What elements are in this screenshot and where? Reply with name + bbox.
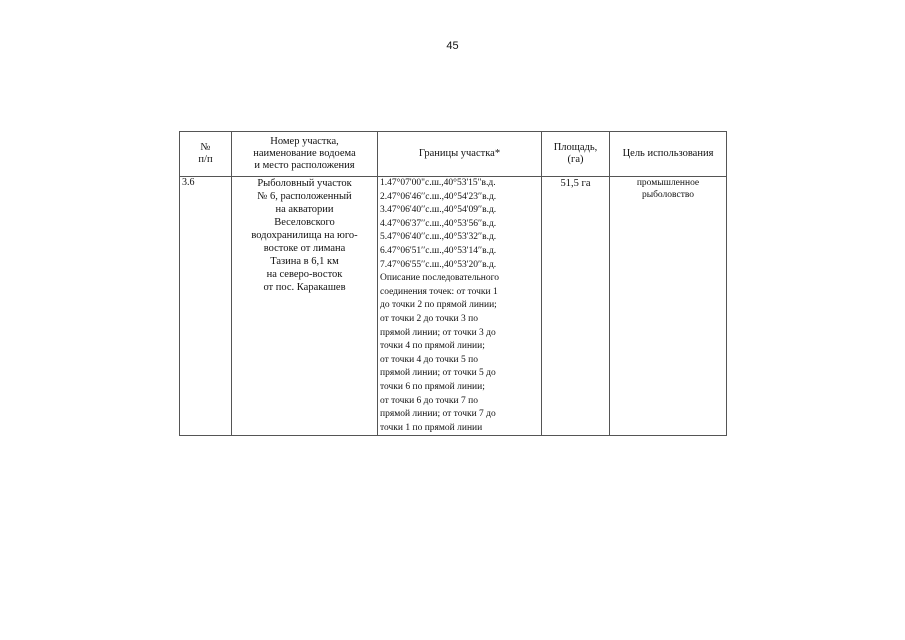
description-line: от точки 6 до точки 7 по <box>380 395 478 406</box>
description-line: соединения точек: от точки 1 <box>380 286 498 297</box>
name-line: водохранилища на юго- <box>251 230 358 241</box>
table-header-row <box>180 132 727 177</box>
purpose-line: рыболовство <box>641 190 695 200</box>
header-area-line: (га) <box>567 154 584 165</box>
description-line: от точки 4 до точки 5 по <box>380 354 478 365</box>
coordinate-line: 1.47°07'00"с.ш.,40°53'15"в.д. <box>380 178 496 188</box>
coordinate-line: 3.47°06'40′′с.ш.,40°54'09′′в.д. <box>380 205 497 216</box>
purpose-line: промышленное <box>636 178 700 188</box>
coordinate-line: 2.47°06'46′′с.ш.,40°54'23′′в.д. <box>380 191 497 202</box>
coordinate-line: 5.47°06'40′′с.ш.,40°53'32′′в.д. <box>380 232 497 243</box>
name-line: востоке от лимана <box>263 243 346 254</box>
table-row <box>180 177 727 436</box>
name-line: № 6, расположенный <box>257 191 352 202</box>
coordinate-line: 6.47°06'51′′с.ш.,40°53'14′′в.д. <box>380 245 497 256</box>
description-line: точки 4 по прямой линии; <box>380 341 485 352</box>
cell-area: 51,5 га <box>542 177 610 436</box>
description-line: точки 1 по прямой линии <box>380 422 483 433</box>
name-line: Тазина в 6,1 км <box>270 256 339 267</box>
description-line: от точки 2 до точки 3 по <box>380 313 478 324</box>
header-num <box>180 132 232 177</box>
page-number: 45 <box>446 40 459 52</box>
name-line: от пос. Каракашев <box>263 282 346 293</box>
header-purpose <box>610 132 727 177</box>
coordinate-line: 7.47°06'55′′с.ш.,40°53'20′′в.д. <box>380 259 497 270</box>
description-line: прямой линии; от точки 3 до <box>380 327 496 338</box>
cell-name <box>232 177 378 436</box>
header-purpose-line: Цель использования <box>622 148 714 159</box>
header-name-line: Номер участка, <box>270 136 339 147</box>
description-line: прямой линии; от точки 7 до <box>380 409 496 420</box>
header-name-line: наименование водоема <box>253 148 356 159</box>
description-line: точки 6 по прямой линии; <box>380 381 485 392</box>
header-area <box>542 132 610 177</box>
header-name <box>232 132 378 177</box>
description-line: прямой линии; от точки 5 до <box>380 368 496 379</box>
coordinate-line: 4.47°06'37′′с.ш.,40°53'56′′в.д. <box>380 218 497 229</box>
name-line: Рыболовный участок <box>257 178 352 189</box>
header-area-line: Площадь, <box>553 142 598 153</box>
header-num-line: п/п <box>198 154 213 165</box>
header-num-line: № <box>200 142 211 153</box>
header-bounds-line: Границы участка* <box>418 148 501 159</box>
name-line: на северо-восток <box>266 269 343 280</box>
description-line: до точки 2 по прямой линии; <box>380 300 497 311</box>
cell-purpose <box>610 177 727 436</box>
header-name-line: и место расположения <box>254 160 355 171</box>
header-bounds <box>378 132 542 177</box>
cell-bounds <box>378 177 542 436</box>
cell-num: 3.6 <box>180 177 232 436</box>
description-line: Описание последовательного <box>380 273 500 284</box>
name-line: Веселовского <box>274 217 335 228</box>
fishing-area-table <box>179 131 727 436</box>
name-line: на акватории <box>275 204 334 215</box>
